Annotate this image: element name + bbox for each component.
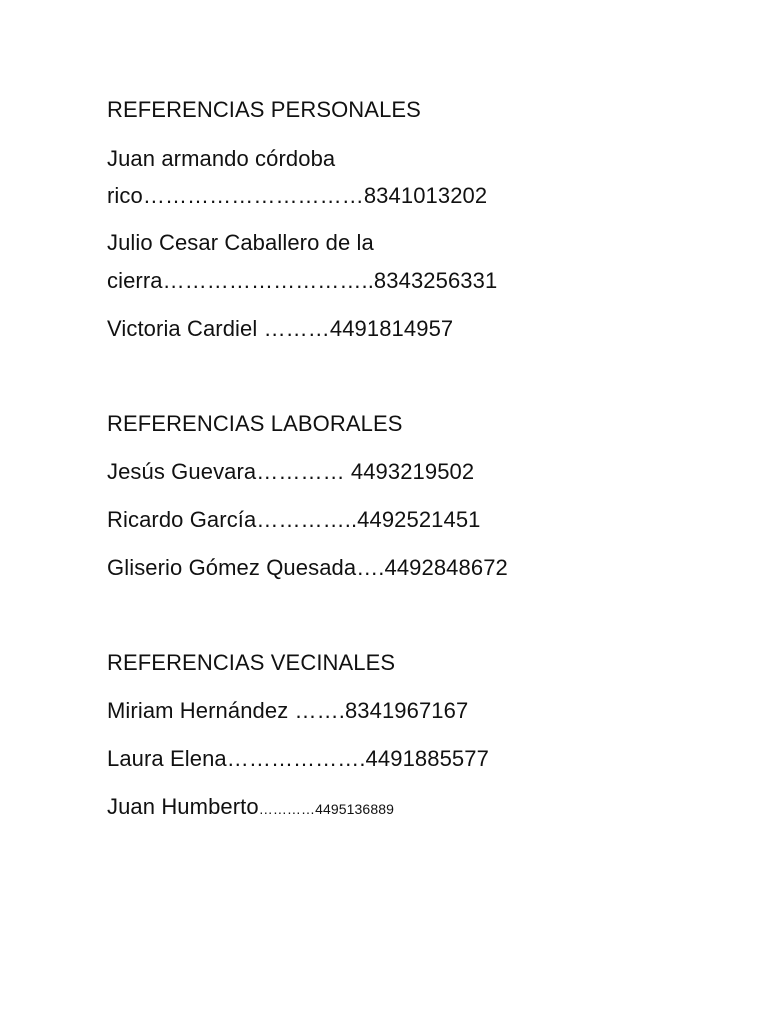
reference-line: Juan armando córdoba xyxy=(107,146,336,171)
reference-line: Jesús Guevara………… 4493219502 xyxy=(107,459,475,484)
reference-line: Gliserio Gómez Quesada….4492848672 xyxy=(107,555,508,580)
reference-phone: …………4495136889 xyxy=(258,801,394,817)
reference-line: Miriam Hernández …….8341967167 xyxy=(107,698,469,723)
reference-line: Victoria Cardiel ………4491814957 xyxy=(107,316,454,341)
reference-line: Ricardo García…………..4492521451 xyxy=(107,507,481,532)
heading-referencias-vecinales: REFERENCIAS VECINALES xyxy=(107,650,396,675)
heading-referencias-personales: REFERENCIAS PERSONALES xyxy=(107,97,421,122)
heading-referencias-laborales: REFERENCIAS LABORALES xyxy=(107,411,403,436)
reference-line: rico…………………………8341013202 xyxy=(107,183,488,208)
reference-line: Laura Elena……………….4491885577 xyxy=(107,746,489,771)
reference-line xyxy=(107,793,394,823)
reference-line: Julio Cesar Caballero de la xyxy=(107,230,374,255)
reference-line: cierra………………………..8343256331 xyxy=(107,268,498,293)
reference-name: Juan Humberto xyxy=(107,794,259,819)
